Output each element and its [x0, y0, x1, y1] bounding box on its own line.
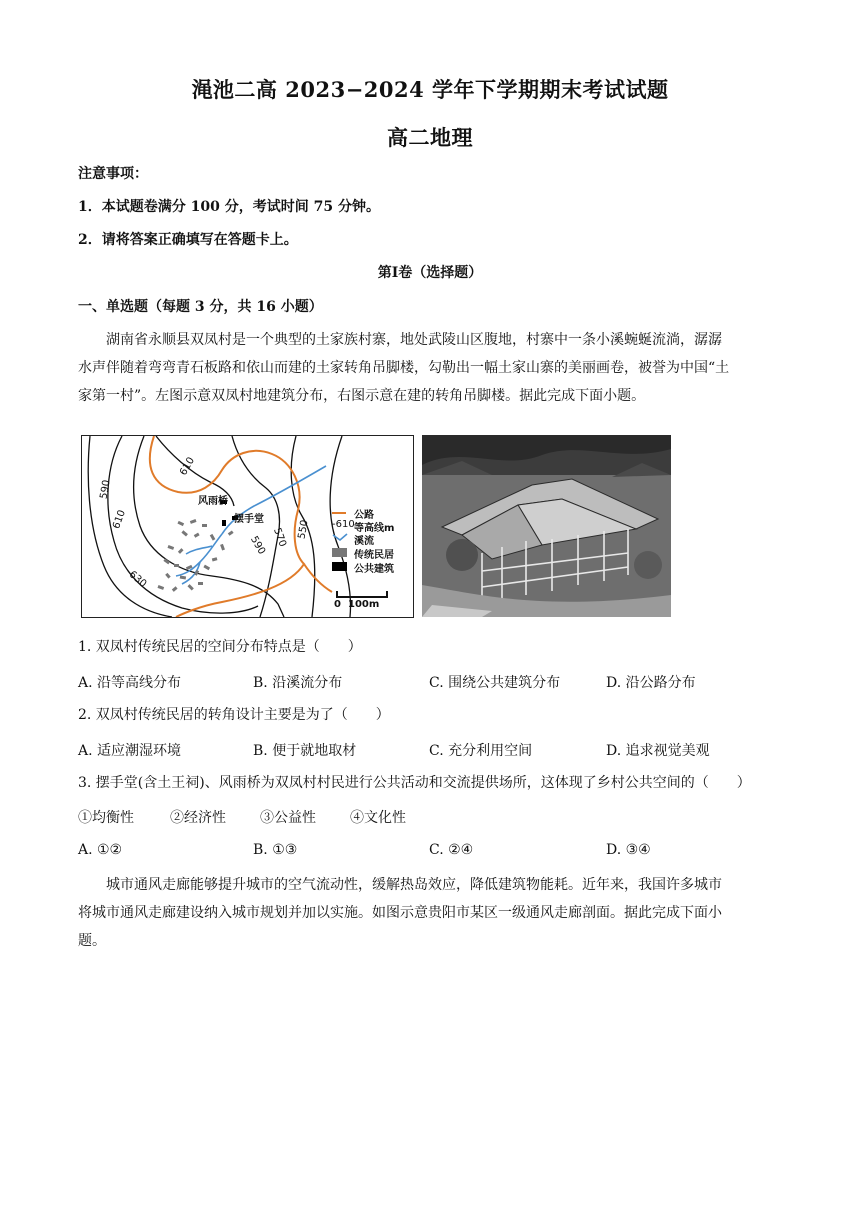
legend-public [332, 560, 412, 574]
question-1-option-d[interactable]: D. 沿公路分布 [606, 675, 696, 691]
legend-contour [332, 519, 412, 532]
legend-stream [332, 532, 412, 546]
legend-houses [332, 546, 412, 560]
legend-public-swatch [332, 562, 347, 571]
passage-2-line: 题。 [78, 933, 106, 949]
scale-length: 100m [348, 599, 380, 610]
passage-1-line: 家第一村”。左图示意双凤村地建筑分布，右图示意在建的转角吊脚楼。据此完成下面小题。 [78, 388, 646, 404]
stilt-house-photo [422, 435, 671, 617]
bridge-label: 风雨桥 [198, 496, 228, 507]
scale-bar-tick [336, 591, 338, 598]
stilt-house-illustration [422, 435, 671, 617]
legend-road-swatch [332, 512, 346, 514]
subject-title: 高二地理 [387, 125, 473, 150]
question-3-statement: ④文化性 [350, 810, 406, 826]
contour-label: 590 [98, 479, 113, 500]
passage-1 [78, 326, 782, 410]
scale-bar-tick [386, 591, 388, 598]
legend-public-label: 公共建筑 [354, 564, 394, 575]
legend-houses-swatch [332, 548, 347, 557]
question-3-option-a[interactable]: A. ①② [78, 842, 123, 858]
question-3-option-c[interactable]: C. ②④ [429, 842, 474, 858]
scale-zero: 0 [334, 599, 341, 610]
passage-1-line: 湖南省永顺县双凤村是一个典型的土家族村寨，地处武陵山区腹地，村寨中一条小溪蜿蜒流淌，潺潺 [106, 332, 722, 348]
question-3-statement: ②经济性 [170, 810, 226, 826]
passage-2-line: 将城市通风走廊建设纳入城市规划并加以实施。如图示意贵阳市某区一级通风走廊剖面。据此完成下面小 [78, 905, 722, 921]
question-3-stem: 3. 摆手堂(含土王祠)、风雨桥为双凤村村民进行公共活动和交流提供场所，这体现了乡村公共空间的（ ） [78, 775, 751, 791]
village-map [81, 435, 414, 618]
question-1-option-a[interactable]: A. 沿等高线分布 [78, 675, 182, 691]
contour-lines [88, 436, 350, 617]
legend-road-label: 公路 [354, 510, 374, 521]
question-3-option-d[interactable]: D. ③④ [606, 842, 651, 858]
hall-label: 摆手堂 [234, 514, 264, 525]
passage-2-line: 城市通风走廊能够提升城市的空气流动性，缓解热岛效应，降低建筑物能耗。近年来，我国许多城市 [106, 877, 722, 893]
contour-label: 590 [248, 534, 268, 557]
notice-item-1: 1．本试题卷满分 100 分，考试时间 75 分钟。 [78, 199, 380, 215]
question-3-option-b[interactable]: B. ①③ [253, 842, 298, 858]
scale-bar [334, 588, 404, 612]
question-1-stem: 1. 双凤村传统民居的空间分布特点是（ ） [78, 639, 362, 655]
notice-item-2: 2．请将答案正确填写在答题卡上。 [78, 232, 298, 248]
question-3-statement: ③公益性 [260, 810, 316, 826]
question-1-option-c[interactable]: C. 围绕公共建筑分布 [429, 675, 561, 691]
house-markers [157, 519, 233, 592]
legend-stream-label: 溪流 [354, 536, 374, 547]
legend-contour-label: 等高线m [354, 523, 395, 534]
contour-label: 630 [126, 569, 149, 590]
exam-title: 渑池二高 2023−2024 学年下学期期末考试试题 [191, 77, 669, 102]
volume-heading: 第Ⅰ卷（选择题） [377, 265, 483, 281]
passage-1-line: 水声伴随着弯弯青石板路和依山而建的土家转角吊脚楼，勾勒出一幅土家山寨的美丽画卷，被誉为中国“土 [78, 360, 730, 376]
contour-label: 610 [178, 455, 198, 478]
notice-heading: 注意事项： [78, 166, 148, 182]
question-1-option-b[interactable]: B. 沿溪流分布 [253, 675, 343, 691]
legend-houses-label: 传统民居 [354, 550, 394, 561]
part-heading: 一、单选题（每题 3 分，共 16 小题） [78, 299, 323, 315]
legend-stream-swatch [332, 532, 348, 544]
legend-contour-value: 610 [335, 519, 355, 530]
map-legend [332, 506, 412, 574]
legend-road [332, 506, 412, 519]
legend-contour-sample: -610 [332, 519, 355, 530]
contour-label: 550 [296, 519, 311, 540]
question-2-stem: 2. 双凤村传统民居的转角设计主要是为了（ ） [78, 707, 390, 723]
question-2-option-d[interactable]: D. 追求视觉美观 [606, 743, 710, 759]
question-2-option-b[interactable]: B. 便于就地取材 [253, 743, 357, 759]
question-2-option-a[interactable]: A. 适应潮湿环境 [78, 743, 182, 759]
scale-bar-line [336, 596, 388, 598]
question-3-statement: ①均衡性 [78, 810, 134, 826]
contour-label: 570 [271, 526, 288, 549]
contour-label: 610 [111, 508, 128, 531]
question-2-option-c[interactable]: C. 充分利用空间 [429, 743, 533, 759]
passage-2 [78, 871, 782, 955]
